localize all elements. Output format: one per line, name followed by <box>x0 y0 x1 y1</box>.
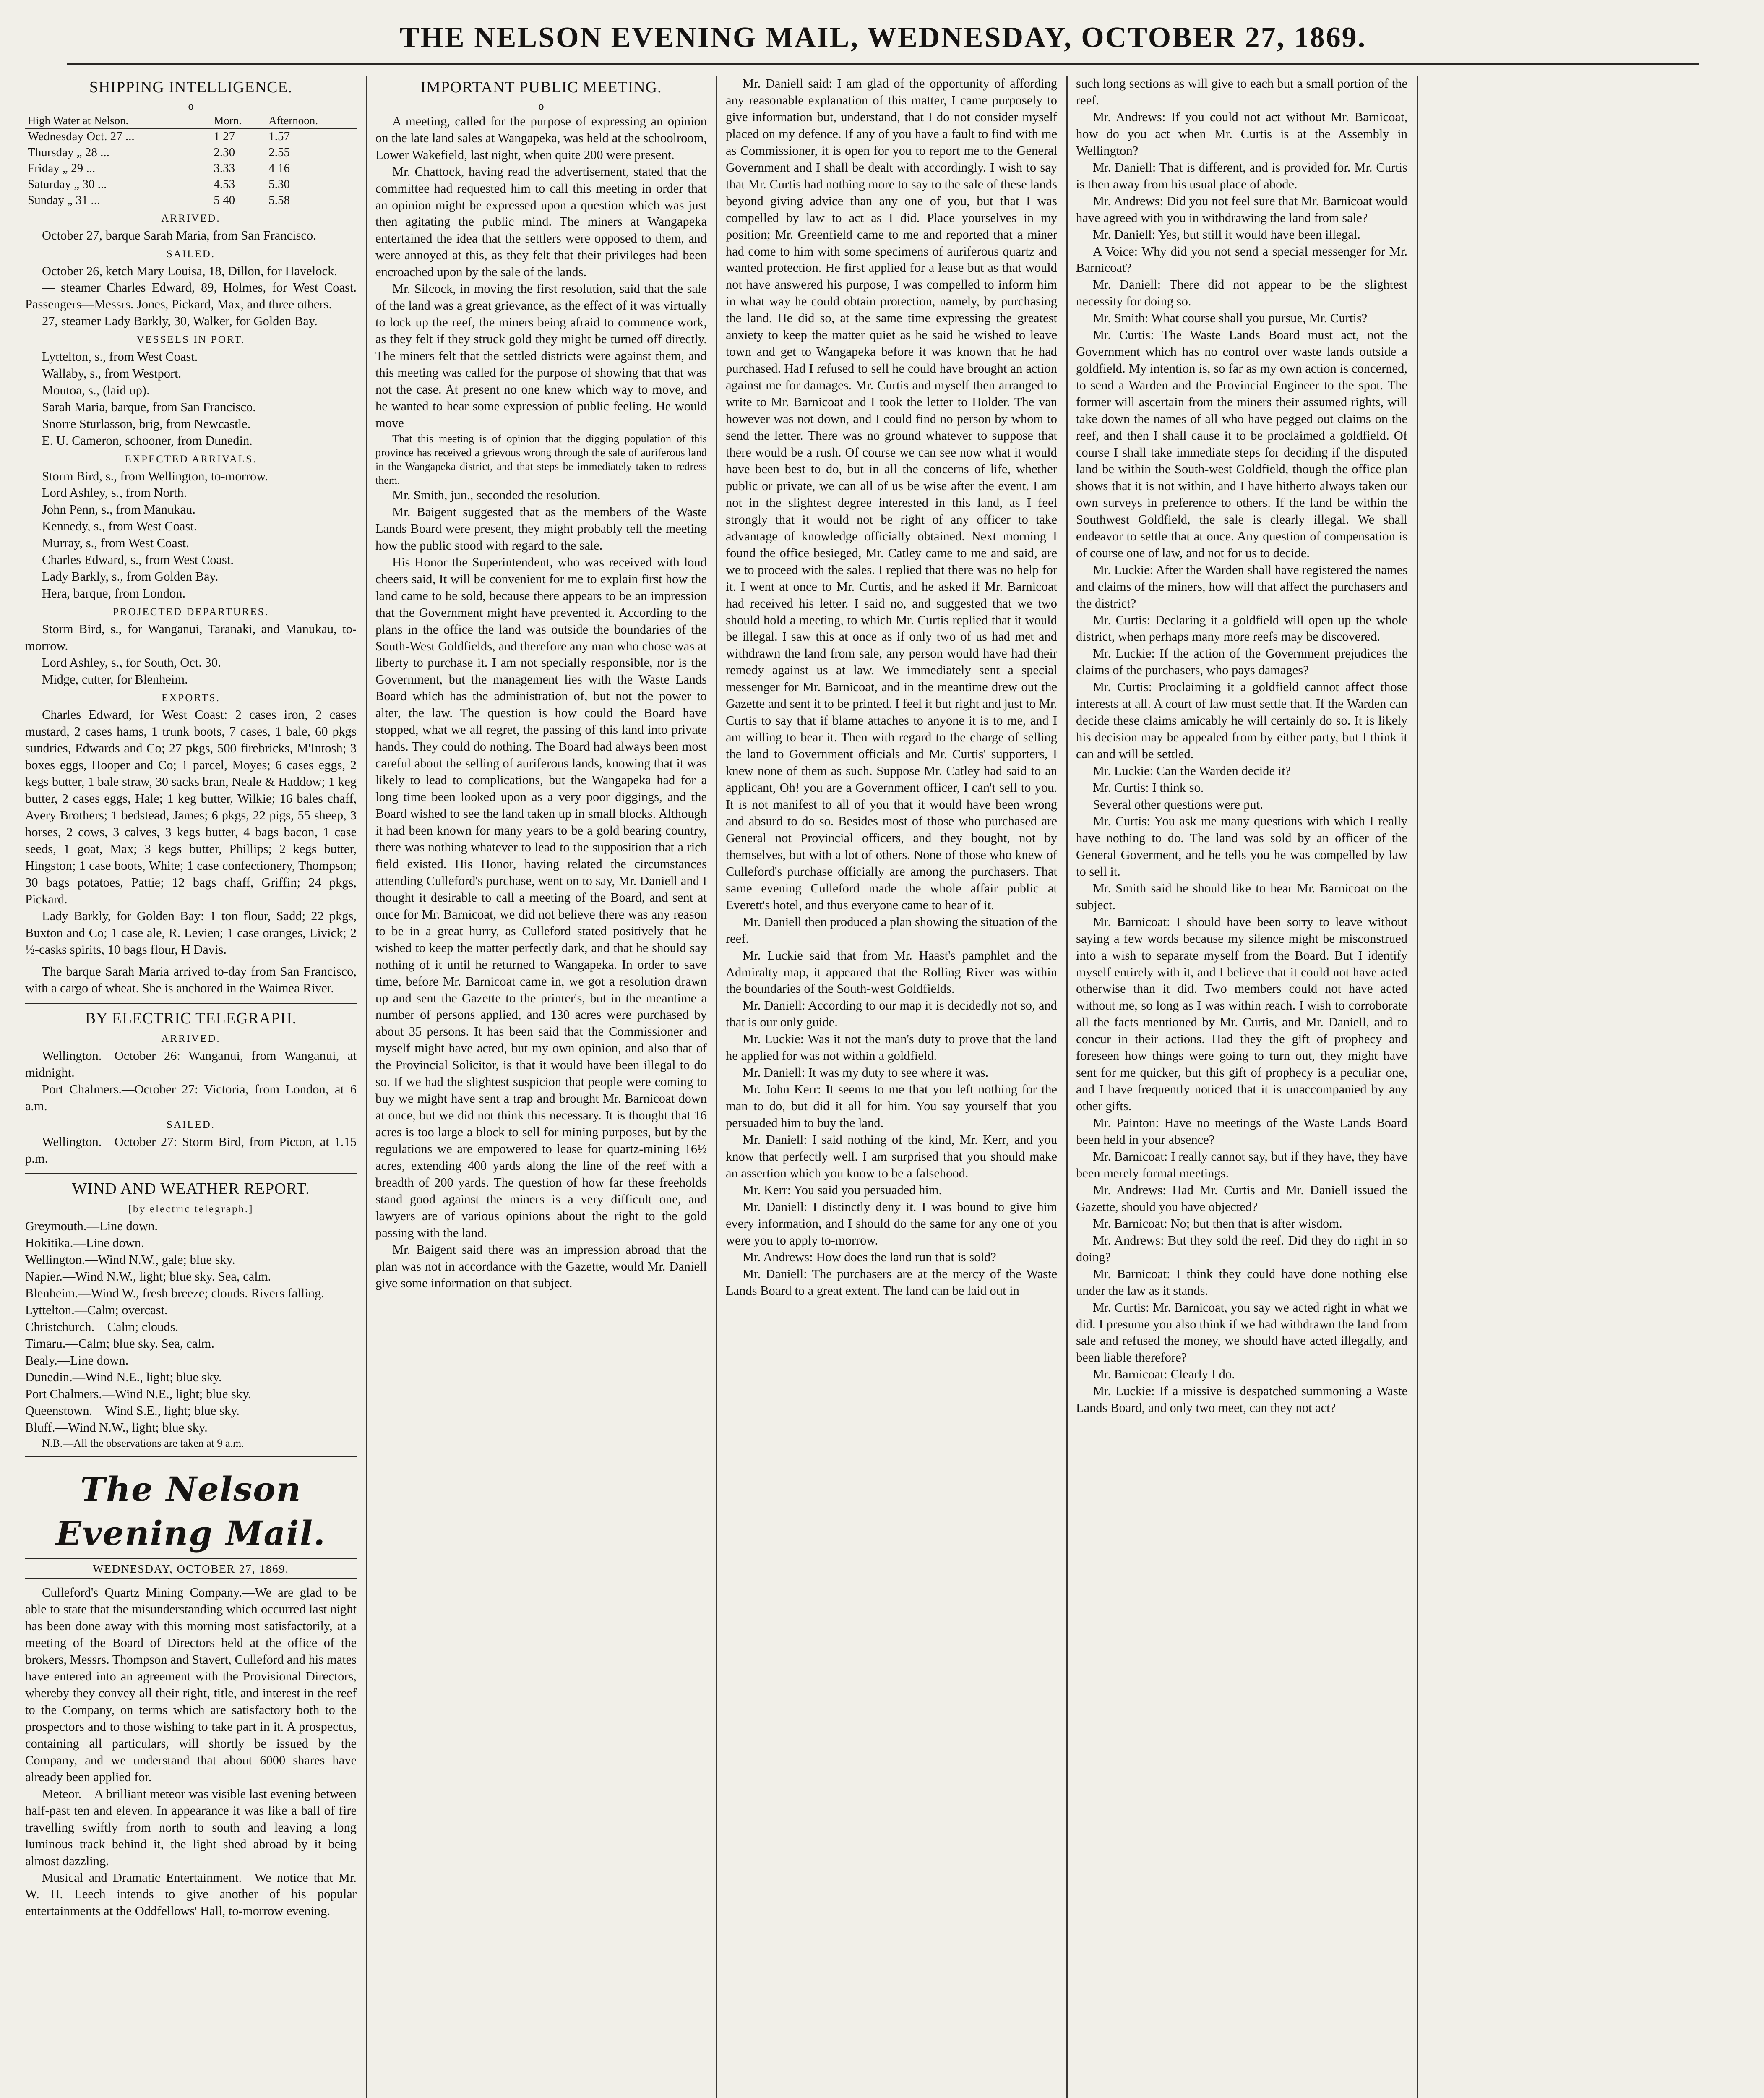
telegraph-arrived-entry: Port Chalmers.—October 27: Victoria, from London, at 6 a.m. <box>25 1082 357 1114</box>
meeting-paragraph: Mr. Curtis: You ask me many questions with which I really have nothing to do. The land was sold by an officer of the General Goverment, and he tells you he was compelled by law to sell it. <box>1076 814 1407 879</box>
separator: ——o—— <box>166 99 216 112</box>
weather-report: Greymouth.—Line down. <box>25 1219 158 1234</box>
tide-afternoon: 2.55 <box>268 146 290 159</box>
expected-entry: Kennedy, s., from West Coast. <box>42 519 197 534</box>
meeting-paragraph: Mr. Andrews: If you could not act without Mr. Barnicoat, how do you act when Mr. Curtis is at the Assembly in Wellington? <box>1076 110 1407 158</box>
expected-entry: Lady Barkly, s., from Golden Bay. <box>42 569 219 584</box>
meeting-paragraph: Mr. Daniell: That is different, and is provided for. Mr. Curtis is then away from his usual place of abode. <box>1076 160 1407 191</box>
editorial-paragraph: Culleford's Quartz Mining Company.—We are glad to be able to state that the misunderstanding which occurred last night has been done away with this morning most satisfactorily, at a meeting of the Board of Directors held at the office of the brokers, Messrs. Thompson and Stavert, Culleford and his mates have entered into an agreement with the Provisional Directors, whereby they convey all their right, title, and interest in the reef to the Company, on terms which are satisfactory both to the prospectors and to those wishing to take part in it. A prospectus, containing all particulars, will shortly be issued by the Company, and we understand that about 6000 shares have already been applied for. <box>25 1585 357 1784</box>
vessel-entry: Lyttelton, s., from West Coast. <box>42 350 198 364</box>
meeting-paragraph: Mr. Smith said he should like to hear Mr. Barnicoat on the subject. <box>1076 881 1407 912</box>
meeting-paragraph: Mr. Curtis: Proclaiming it a goldfield cannot affect those interests at all. A court of law must settle that. If the Warden can decide these claims amicably he will certainly do so. It is likely his decision may be appealed from by either party, but I think it can and will be settled. <box>1076 680 1407 762</box>
telegraph-sailed-entry: Wellington.—October 27: Storm Bird, from Picton, at 1.15 p.m. <box>25 1134 357 1166</box>
telegraph-arrived-heading: ARRIVED. <box>161 1033 221 1045</box>
tide-day: Wednesday Oct. 27 ... <box>28 130 135 144</box>
meeting-paragraph: Mr. Daniell: Yes, but still it would have been illegal. <box>1093 227 1360 242</box>
resolution-text: That this meeting is of opinion that the digging population of this province has received a grievous wrong through the sale of auriferous land in the Wangapeka district, and that steps be immediately taken to redress them. <box>375 432 707 486</box>
column-4 <box>1076 76 1407 2098</box>
divider <box>25 1456 357 1457</box>
tide-row <box>25 128 357 145</box>
vessel-entry: Moutoa, s., (laid up). <box>42 383 150 397</box>
projected-entry: Midge, cutter, for Blenheim. <box>42 672 188 686</box>
tide-head-afternoon: Afternoon. <box>266 113 357 128</box>
meeting-paragraph: Mr. Daniell: According to our map it is decidedly not so, and that is our only guide. <box>726 998 1057 1030</box>
arrived-heading: ARRIVED. <box>161 213 221 224</box>
tide-morn: 4.53 <box>214 177 235 191</box>
tide-afternoon: 5.58 <box>268 193 290 207</box>
meeting-paragraph: Mr. Daniell: I said nothing of the kind, Mr. Kerr, and you know that perfectly well. I am surprised that you should make an assertion which you know to be a falsehood. <box>726 1133 1057 1180</box>
tide-head-morn: Morn. <box>211 113 266 128</box>
meeting-paragraph: Mr. Baigent suggested that as the members of the Waste Lands Board were present, they might probably tell the meeting how the public stood with regard to the sale. <box>375 504 707 553</box>
meeting-paragraph: Mr. Luckie: If a missive is despatched summoning a Waste Lands Board, and only two meet, can they not act? <box>1076 1384 1407 1415</box>
tide-day: Thursday „ 28 ... <box>28 146 109 159</box>
column-3 <box>726 76 1057 2098</box>
divider <box>25 1578 357 1579</box>
meeting-paragraph: such long sections as will give to each but a small portion of the reef. <box>1076 76 1407 107</box>
weather-subtitle: [by electric telegraph.] <box>128 1203 254 1215</box>
meeting-paragraph: Mr. Luckie: Was it not the man's duty to prove that the land he applied for was not within a goldfield. <box>726 1032 1057 1063</box>
weather-report: Bealy.—Line down. <box>25 1353 129 1367</box>
weather-report: Queenstown.—Wind S.E., light; blue sky. <box>25 1403 240 1418</box>
weather-report: Bluff.—Wind N.W., light; blue sky. <box>25 1420 208 1435</box>
expected-entry: Storm Bird, s., from Wellington, to-morrow. <box>42 469 268 483</box>
meeting-paragraph: A Voice: Why did you not send a special messenger for Mr. Barnicoat? <box>1076 244 1407 275</box>
weather-title: WIND AND WEATHER REPORT. <box>72 1179 310 1198</box>
meeting-paragraph: Mr. Curtis: The Waste Lands Board must act, not the Government which has no control over waste lands outside a goldfield. My intention is, so far as my own action is concerned, to send a Warden and the Provincial Engineer to the spot. The former will ascertain from the miners their assumed rights, will take down the names of all who have pegged out claims on the reef, and then I shall cause it to be proclaimed a goldfield. Of course I shall take immediate steps for deciding if the disputed land be within the South-west Goldfield, though the office plan shows that it is not within, and I have hitherto always taken our own surveys in preference to others. If the land be within the Southwest Goldfield, the sale is clearly illegal. We shall endeavor to settle that at once. Any question of compensation is of course one of law, and not for us to decide. <box>1076 328 1407 560</box>
meeting-paragraph: Mr. Chattock, having read the advertisement, stated that the committee had requested him to call this meeting in order that an opinion might be expressed upon a question which was just then agitating the public mind. The miners at Wangapeka entertained the idea that the settlers were opposed to them, and were annoyed at this, as they felt that their privileges had been encroached upon by the sale of the lands. <box>375 164 707 279</box>
meeting-paragraph: Mr. Daniell said: I am glad of the opportunity of affording any reasonable explanation of this matter, I came purposely to give information but, understand, that I do not consider myself placed on my defence. If any of you have a fault to find with me as Commissioner, it is open for you to report me to the General Government and I shall be dealt with accordingly. I wish to say that Mr. Curtis had nothing more to say to the sale of these lands beyond giving advice than any one of you, but that I was compelled by law to act as I did. Place yourselves in my position; Mr. Greenfield came to me and reported that a miner had come to him with some specimens of auriferous quartz and wanted protection. He first applied for a lease but as that would not have answered his purpose, I was compelled to inform him in what way he could obtain protection, namely, by purchasing the land. He did so, at the same time expressing the greatest anxiety to keep the matter quiet as he said he wished to leave town and get to Wangapeka before it was known that he had purchased. Had I refused to sell he could have brought an action against me for damages. Mr. Curtis and myself then arranged to write to Mr. Barnicoat and I took the letter to Holder. The van however was not down, and I could find no person by whom to send the letter. There was no ground whatever to suppose that there would be a rush. Of course we can see now what it would have been best to do, but in all the concerns of life, whether public or private, we can all of us be wise after the event. I am not in the slightest degree interested in this land, as I feel strongly that it would not be right of any officer to take advantage of knowledge officially obtained. Next morning I found the office besieged, Mr. Catley came to me and said, are we to proceed with the sales. I replied that there was no help for it. I went at once to Mr. Curtis, and he asked if Mr. Barnicoat had received his letter. I said no, and suggested that we two should hold a meeting, to which Mr. Curtis replied that it would be illegal. I saw this at once as if only two of us had met and withdrawn the land from sale, any person would have had their remedy against us at law. We immediately sent a special messenger for Mr. Barnicoat, and in the meantime drew out the Gazette and sent it to be printed. I feel it but right and just to Mr. Curtis to say that if blame attaches to anyone it is to me, and I am willing to bear it. Then with regard to the charge of selling the land to Government officials and Mr. Curtis' supporters, I knew none of them as such. Suppose Mr. Catley had said to an applicant, Oh! you are a Government officer, I can't sell to you. It is not manifest to all of you that it would have been wrong and absurd to do so. Besides most of those who purchased are General not Provincial officers, and they bought, not by themselves, but with a lot of others. None of those who knew of Culleford's purchase officially are among the purchasers. That same evening Culleford made the whole affair public at Everett's hotel, and thus everyone came to hear of it. <box>726 76 1057 912</box>
nameplate: The Nelson Evening Mail. <box>56 1469 326 1553</box>
tide-table <box>25 113 357 209</box>
tide-table-header <box>25 113 357 128</box>
columns <box>25 76 1737 2098</box>
meeting-paragraph: His Honor the Superintendent, who was received with loud cheers said, It will be convenient for me to explain first how the land came to be sold, because there appears to be an impression that the Government might have prevented it. According to the plans in the office the land was outside the boundaries of the South-West Goldfields, and therefore any man who chose was at liberty to purchase it. I am not specially responsible, nor is the Government, but the management lies with the Waste Lands Board which has the administration of, but not the power to alter, the law. The question is how could the Board have stopped, what we all regret, the passing of this land into private hands. They could do nothing. The Board had always been most careful about the selling of auriferous lands, knowing that it was likely to lead to complications, but the Wangapeka had for a long time been looked upon as a very poor diggings, and the Board wished to see the land taken up in small blocks. Although it had been known for many years to be a gold bearing country, there was nothing whatever to lead to the supposition that a rich field existed. His Honor, having related the circumstances attending Culleford's purchase, went on to say, Mr. Daniell and I thought it desirable to call a meeting of the Board, and sent at once for Mr. Barnicoat, we did not believe there was any reason to be in a great hurry, as Culleford stated positively that he wished to keep the matter perfectly dark, and that he should say nothing of it until he returned to Wangapeka. In order to save time, before Mr. Barnicoat came in, we got a resolution drawn up and sent the Gazette to the printer's, but in the meantime a number of persons applied, and 130 acres were purchased by about 35 persons. It has been said that the Commissioner and myself might have acted, but my own opinion, and also that of the Provincial Solicitor, is that it would have been illegal to do so. If we had the slightest suspicion that people were coming to buy we might have sent a trap and brought Mr. Barnicoat down at once, but we did not think this necessary. It is thought that 16 acres is too large a block to sell for mining purposes, but by the regulations we are empowered to lease for quartz-mining 16½ acres, extending 400 yards along the line of the reef with a breadth of 200 yards. The question of how far these freeholds stand good against the miners is a very difficult one, and lawyers are of various opinions about the right to the gold passing with the land. <box>375 555 707 1240</box>
meeting-paragraph: Mr. Luckie: After the Warden shall have registered the names and claims of the miners, how will that affect the purchasers and the district? <box>1076 562 1407 611</box>
expected-entry: Charles Edward, s., from West Coast. <box>42 553 234 567</box>
meeting-paragraph: Mr. Andrews: But they sold the reef. Did they do right in so doing? <box>1076 1233 1407 1264</box>
meeting-paragraph: Mr. Smith: What course shall you pursue, Mr. Curtis? <box>1093 311 1368 326</box>
shipping-title: SHIPPING INTELLIGENCE. <box>89 78 293 96</box>
column-1 <box>25 76 357 2098</box>
weather-report: Lyttelton.—Calm; overcast. <box>25 1302 168 1317</box>
column-rule <box>1417 76 1418 2098</box>
sailed-heading: SAILED. <box>166 248 216 260</box>
tide-row <box>25 161 357 177</box>
weather-report: Timaru.—Calm; blue sky. Sea, calm. <box>25 1336 214 1351</box>
weather-report: Blenheim.—Wind W., fresh breeze; clouds. Rivers falling. <box>25 1286 324 1300</box>
weather-report: Christchurch.—Calm; clouds. <box>25 1319 179 1334</box>
telegraph-title: BY ELECTRIC TELEGRAPH. <box>85 1009 297 1027</box>
telegraph-sailed-heading: SAILED. <box>166 1119 216 1130</box>
exports-entry: Charles Edward, for West Coast: 2 cases iron, 2 cases mustard, 2 cases hams, 1 trunk boots, 7 cases, 1 bale, 60 pkgs sundries, Edwards and Co; 27 pkgs, 500 firebricks, M'Intosh; 3 boxes eggs, Hooper and Co; 1 parcel, Moyes; 6 cases eggs, 2 kegs butter, 1 bale straw, 30 sacks bran, Neale & Haddow; 1 keg butter, 2 cases eggs, Hale; 1 keg butter, Wilkie; 16 bales chaff, Avery Brothers; 1 bedstead, James; 6 pkgs, 22 pigs, 55 sheep, 3 horses, 2 cows, 3 calves, 3 kegs butter, 4 bags bacon, 1 case seeds, 1 goat, Max; 3 kegs butter, Phillips; 2 kegs butter, Hingston; 1 case boots, White; 1 case confectionery, Thompson; 30 bags potatoes, Pattie; 12 bags chaff, Griffin; 24 pkgs, Pickard. <box>25 707 357 906</box>
meeting-paragraph: Mr. John Kerr: It seems to me that you left nothing for the man to do, but did it all for him. You say yourself that you persuaded him to buy the land. <box>726 1082 1057 1130</box>
meeting-paragraph: Mr. Andrews: Had Mr. Curtis and Mr. Daniell issued the Gazette, should you have objected? <box>1076 1182 1407 1214</box>
tide-morn: 3.33 <box>214 162 235 175</box>
vessel-entry: Sarah Maria, barque, from San Francisco. <box>42 399 256 414</box>
tide-afternoon: 1.57 <box>268 130 290 144</box>
meeting-paragraph: Mr. Barnicoat: Clearly I do. <box>1093 1367 1235 1382</box>
sailed-entry: — steamer Charles Edward, 89, Holmes, for West Coast. Passengers—Messrs. Jones, Pickard, Max, and three others. <box>25 280 357 312</box>
meeting-paragraph: Mr. Kerr: You said you persuaded him. <box>743 1182 942 1197</box>
weather-footnote: N.B.—All the observations are taken at 9 a.m. <box>42 1437 244 1449</box>
column-5 <box>1426 76 1737 2098</box>
projected-entry: Lord Ashley, s., for South, Oct. 30. <box>42 655 221 670</box>
projected-heading: PROJECTED DEPARTURES. <box>113 606 269 618</box>
expected-entry: Murray, s., from West Coast. <box>42 536 189 551</box>
tide-row <box>25 177 357 193</box>
tide-row <box>25 193 357 209</box>
expected-heading: EXPECTED ARRIVALS. <box>125 453 257 465</box>
meeting-paragraph: Mr. Luckie: If the action of the Government prejudices the claims of the purchasers, who pays damages? <box>1076 646 1407 678</box>
tide-afternoon: 4 16 <box>268 162 290 175</box>
meeting-paragraph: Mr. Smith, jun., seconded the resolution. <box>392 488 601 502</box>
meeting-paragraph: Mr. Baigent said there was an impression abroad that the plan was not in accordance with the Gazette, would Mr. Daniell give some information on that subject. <box>375 1242 707 1290</box>
projected-entry: Storm Bird, s., for Wanganui, Taranaki, and Manukau, to-morrow. <box>25 621 357 653</box>
expected-entry: John Penn, s., from Manukau. <box>42 502 195 517</box>
meeting-paragraph: Mr. Daniell: There did not appear to be the slightest necessity for doing so. <box>1076 277 1407 309</box>
masthead: THE NELSON EVENING MAIL, WEDNESDAY, OCTOBER 27, 1869. <box>67 13 1699 65</box>
meeting-paragraph: Mr. Barnicoat: I think they could have done nothing else under the law as it stands. <box>1076 1266 1407 1298</box>
meeting-paragraph: Mr. Silcock, in moving the first resolution, said that the sale of the land was a great grievance, as the effect of it was virtually to lock up the reef, the miners being afraid to commence work, as they felt if they struck gold they might be turned off directly. The miners felt that the settled districts were against them, and this meeting was called for the purpose of showing that that was not the case. At present no one knew which way to move, and he wanted to hear some expression of public feeling. He would move <box>375 282 707 430</box>
editorial-paragraph: Musical and Dramatic Entertainment.—We notice that Mr. W. H. Leech intends to give another of his popular entertainments at the Oddfellows' Hall, to-morrow evening. <box>25 1870 357 1918</box>
meeting-paragraph: Mr. Luckie said that from Mr. Haast's pamphlet and the Admiralty map, it appeared that the Rolling River was within the boundaries of the South-west Goldfields. <box>726 948 1057 996</box>
exports-entry: Lady Barkly, for Golden Bay: 1 ton flour, Sadd; 22 pkgs, Buxton and Co; 1 case ale, R. Levien; 1 case oranges, Livick; 2 ½-casks spirits, 10 bags flour, H Davis. <box>25 908 357 957</box>
meeting-paragraph: Mr. Andrews: How does the land run that is sold? <box>743 1250 996 1264</box>
meeting-paragraph: Mr. Daniell: It was my duty to see where it was. <box>743 1065 989 1080</box>
tide-afternoon: 5.30 <box>268 177 290 191</box>
meeting-paragraph: Mr. Curtis: Mr. Barnicoat, you say we acted right in what we did. I presume you also think if we had withdrawn the land from sale and refused the money, we should have acted illegally, and been liable therefore? <box>1076 1300 1407 1365</box>
sailed-entry: 27, steamer Lady Barkly, 30, Walker, for Golden Bay. <box>42 314 318 329</box>
editorial-paragraph: Meteor.—A brilliant meteor was visible last evening between half-past ten and eleven. In appearance it was like a ball of fire travelling swiftly from north to south and leaving a long luminous track behind it, the light shed abroad by it being almost dazzling. <box>25 1786 357 1868</box>
meeting-paragraph: Mr. Curtis: I think so. <box>1093 780 1204 795</box>
weather-report: Wellington.—Wind N.W., gale; blue sky. <box>25 1253 235 1267</box>
weather-report: Napier.—Wind N.W., light; blue sky. Sea, calm. <box>25 1269 271 1284</box>
weather-report: Dunedin.—Wind N.E., light; blue sky. <box>25 1370 222 1384</box>
meeting-paragraph: Mr. Daniell: I distinctly deny it. I was bound to give him every information, and I should do the same for any one of you were you to apply to-morrow. <box>726 1199 1057 1247</box>
expected-entry: Hera, barque, from London. <box>42 586 186 601</box>
tide-morn: 5 40 <box>214 193 235 207</box>
exports-heading: EXPORTS. <box>162 692 220 704</box>
divider <box>25 1003 357 1004</box>
tide-morn: 2.30 <box>214 146 235 159</box>
weather-report: Hokitika.—Line down. <box>25 1236 144 1250</box>
meeting-paragraph: Mr. Barnicoat: No; but then that is after wisdom. <box>1093 1216 1342 1231</box>
meeting-paragraph: Mr. Andrews: Did you not feel sure that Mr. Barnicoat would have agreed with you in withdrawing the land from sale? <box>1076 193 1407 225</box>
sailed-entry: October 26, ketch Mary Louisa, 18, Dillon, for Havelock. <box>42 264 337 278</box>
tide-head-day: High Water at Nelson. <box>25 113 211 128</box>
divider <box>25 1558 357 1559</box>
weather-report: Port Chalmers.—Wind N.E., light; blue sky. <box>25 1386 251 1401</box>
tide-day: Friday „ 29 ... <box>28 162 96 175</box>
meeting-title: IMPORTANT PUBLIC MEETING. <box>420 78 662 96</box>
column-rule <box>1066 76 1068 2098</box>
meeting-paragraph: Mr. Barnicoat: I should have been sorry to leave without saying a few words because my silence might be misconstrued into a wish to separate myself from the Board. But I identify myself entirely with it, and I believe that it could not have acted otherwise than it did. Two members could not have acted without me, so long as I was within reach. I wish to corroborate all the facts mentioned by Mr. Curtis, and Mr. Daniell, and to concur in their actions. Had they the gift of prophecy and foreseen how things were going to turn out, they might have sent for me quicker, but this gift of prophecy is a peculiar one, and I have frequently noticed that it is unaccompanied by any other gifts. <box>1076 914 1407 1114</box>
column-2 <box>375 76 707 2098</box>
dateline: WEDNESDAY, OCTOBER 27, 1869. <box>92 1562 289 1575</box>
telegraph-arrived-entry: Wellington.—October 26: Wanganui, from Wanganui, at midnight. <box>25 1049 357 1080</box>
barque-note: The barque Sarah Maria arrived to-day from San Francisco, with a cargo of wheat. She is anchored in the Waimea River. <box>25 964 357 995</box>
tide-day: Saturday „ 30 ... <box>28 177 107 191</box>
expected-entry: Lord Ashley, s., from North. <box>42 485 187 500</box>
separator: ——o—— <box>516 99 566 112</box>
column-rule <box>366 76 367 2098</box>
vessel-entry: Wallaby, s., from Westport. <box>42 366 182 381</box>
tide-day: Sunday „ 31 ... <box>28 193 100 207</box>
arrived-entry: October 27, barque Sarah Maria, from San Francisco. <box>42 228 316 243</box>
divider <box>25 1173 357 1174</box>
meeting-paragraph: Mr. Curtis: Declaring it a goldfield will open up the whole district, when perhaps many more reefs may be discovered. <box>1076 613 1407 644</box>
meeting-paragraph: A meeting, called for the purpose of expressing an opinion on the late land sales at Wangapeka, was held at the schoolroom, Lower Wakefield, last night, when quite 200 were present. <box>375 114 707 162</box>
vessels-heading: VESSELS IN PORT. <box>136 334 245 346</box>
meeting-paragraph: Several other questions were put. <box>1093 797 1263 812</box>
tide-row <box>25 145 357 161</box>
meeting-paragraph: Mr. Daniell then produced a plan showing the situation of the reef. <box>726 914 1057 946</box>
tide-morn: 1 27 <box>214 130 235 144</box>
meeting-paragraph: Mr. Luckie: Can the Warden decide it? <box>1093 764 1291 778</box>
meeting-paragraph: Mr. Painton: Have no meetings of the Waste Lands Board been held in your absence? <box>1076 1116 1407 1147</box>
vessel-entry: Snorre Sturlasson, brig, from Newcastle. <box>42 416 251 431</box>
vessel-entry: E. U. Cameron, schooner, from Dunedin. <box>42 433 253 448</box>
meeting-paragraph: Mr. Daniell: The purchasers are at the mercy of the Waste Lands Board to a great extent. The land can be laid out in <box>726 1266 1057 1298</box>
column-rule <box>716 76 717 2098</box>
meeting-paragraph: Mr. Barnicoat: I really cannot say, but if they have, they have been merely formal meetings. <box>1076 1149 1407 1180</box>
